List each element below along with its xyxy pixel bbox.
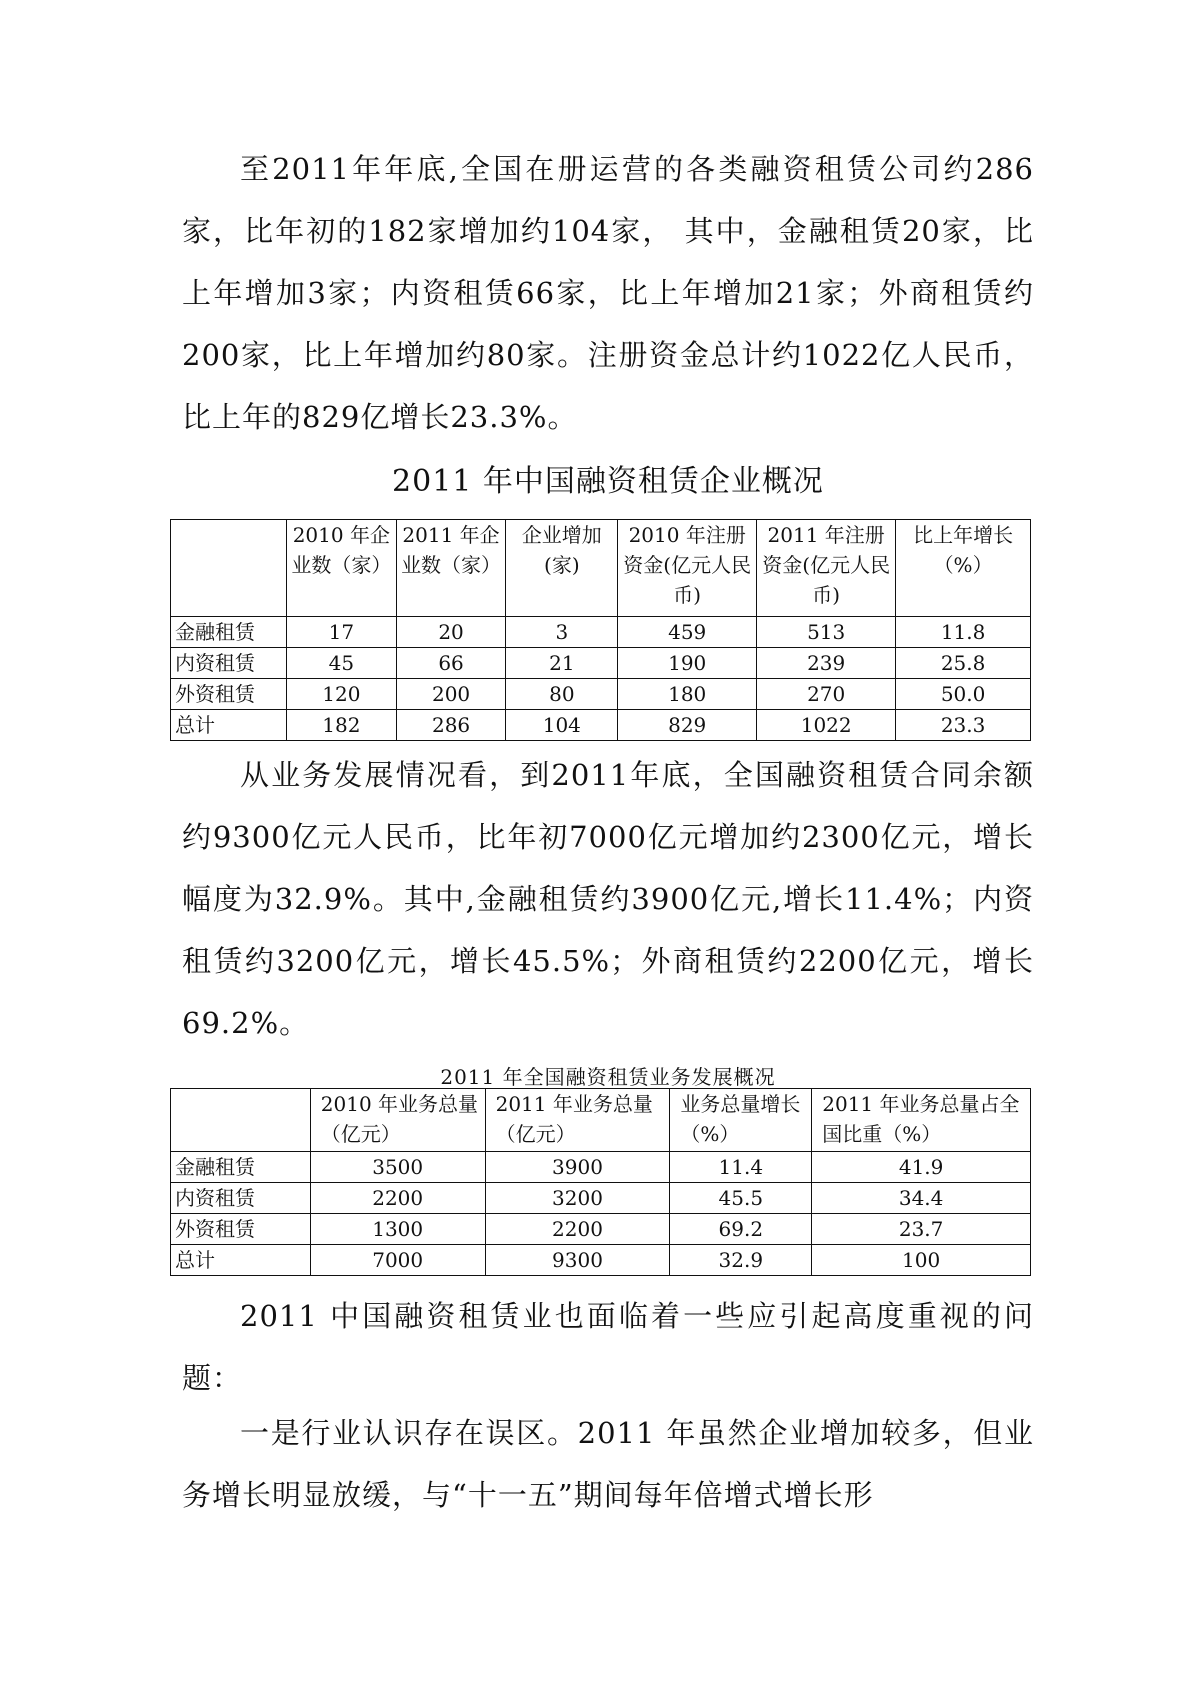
- row-label: 外资租赁: [171, 1214, 311, 1245]
- table-header-cell: 比上年增长（%）: [896, 520, 1031, 617]
- table-cell: 23.7: [812, 1214, 1031, 1245]
- paragraph-issues-intro: 2011 中国融资租赁业也面临着一些应引起高度重视的问题：: [182, 1299, 1034, 1395]
- table-cell: 7000: [310, 1245, 485, 1276]
- table-cell: 120: [286, 679, 396, 710]
- table-cell: 45: [286, 648, 396, 679]
- table-cell: 829: [618, 710, 757, 741]
- row-label: 外资租赁: [171, 679, 287, 710]
- table-cell: 80: [506, 679, 618, 710]
- table-cell: 190: [618, 648, 757, 679]
- table-cell: 9300: [485, 1245, 670, 1276]
- table-header-cell: [171, 520, 287, 617]
- table-cell: 45.5: [670, 1183, 812, 1214]
- table-cell: 17: [286, 617, 396, 648]
- table-row: [171, 1214, 1031, 1245]
- table-cell: 21: [506, 648, 618, 679]
- table-cell: 50.0: [896, 679, 1031, 710]
- table-row: [171, 648, 1031, 679]
- business-overview-table: [170, 1088, 1031, 1276]
- table-cell: 25.8: [896, 648, 1031, 679]
- row-label: 金融租赁: [171, 1152, 311, 1183]
- table-header-row: [171, 1089, 1031, 1152]
- table-cell: 3200: [485, 1183, 670, 1214]
- table-header-cell: 2011 年业务总量（亿元）: [485, 1089, 670, 1152]
- paragraph-issue-one: 一是行业认识存在误区。2011 年虽然企业增加较多，但业务增长明显放缓，与“十一五”期间每年倍增式增长形: [182, 1416, 1034, 1512]
- table-cell: 270: [757, 679, 896, 710]
- table-header-cell: 企业增加(家): [506, 520, 618, 617]
- table-header-cell: 2010 年业务总量（亿元）: [310, 1089, 485, 1152]
- table-cell: 104: [506, 710, 618, 741]
- table-cell: 1300: [310, 1214, 485, 1245]
- table-cell: 3: [506, 617, 618, 648]
- table-cell: 11.8: [896, 617, 1031, 648]
- table-cell: 11.4: [670, 1152, 812, 1183]
- row-label: 总计: [171, 1245, 311, 1276]
- table-cell: 239: [757, 648, 896, 679]
- table-cell: 3500: [310, 1152, 485, 1183]
- table1-title: 2011 年中国融资租赁企业概况: [392, 464, 824, 499]
- enterprise-overview-table: [170, 519, 1031, 741]
- table-header-cell: [171, 1089, 311, 1152]
- table-cell: 2200: [485, 1214, 670, 1245]
- table-header-cell: 2011 年业务总量占全国比重（%）: [812, 1089, 1031, 1152]
- row-label: 内资租赁: [171, 648, 287, 679]
- table-header-cell: 2010 年企业数（家）: [286, 520, 396, 617]
- table-row: [171, 1152, 1031, 1183]
- table-header-row: [171, 520, 1031, 617]
- table-cell: 34.4: [812, 1183, 1031, 1214]
- table-row: [171, 1245, 1031, 1276]
- table-row: [171, 1183, 1031, 1214]
- table-header-cell: 2010 年注册资金(亿元人民币): [618, 520, 757, 617]
- table-cell: 41.9: [812, 1152, 1031, 1183]
- table-cell: 66: [396, 648, 506, 679]
- table-cell: 459: [618, 617, 757, 648]
- table-cell: 180: [618, 679, 757, 710]
- table-cell: 23.3: [896, 710, 1031, 741]
- table-cell: 200: [396, 679, 506, 710]
- table-row: [171, 710, 1031, 741]
- table2-title: 2011 年全国融资租赁业务发展概况: [440, 1065, 776, 1089]
- table-cell: 1022: [757, 710, 896, 741]
- row-label: 总计: [171, 710, 287, 741]
- table-cell: 182: [286, 710, 396, 741]
- table-cell: 3900: [485, 1152, 670, 1183]
- paragraph-company-count: 至2011年年底,全国在册运营的各类融资租赁公司约286家，比年初的182家增加约104家， 其中，金融租赁20家，比上年增加3家；内资租赁66家，比上年增加21家；外商租赁约200家，比上年增加约80家。注册资金总计约1022亿人民币，比上年的829亿增长23.3%。: [182, 152, 1034, 434]
- table-cell: 32.9: [670, 1245, 812, 1276]
- table-row: [171, 617, 1031, 648]
- paragraph-business-development: 从业务发展情况看，到2011年底，全国融资租赁合同余额约9300亿元人民币，比年初7000亿元增加约2300亿元，增长幅度为32.9%。其中,金融租赁约3900亿元,增长11.4%；内资租赁约3200亿元，增长45.5%；外商租赁约2200亿元，增长69.2%。: [182, 758, 1034, 1040]
- table-header-cell: 2011 年企业数（家）: [396, 520, 506, 617]
- table-cell: 100: [812, 1245, 1031, 1276]
- table-row: [171, 679, 1031, 710]
- row-label: 金融租赁: [171, 617, 287, 648]
- table-cell: 286: [396, 710, 506, 741]
- table-cell: 20: [396, 617, 506, 648]
- table-header-cell: 业务总量增长（%）: [670, 1089, 812, 1152]
- table-header-cell: 2011 年注册资金(亿元人民币): [757, 520, 896, 617]
- table-cell: 2200: [310, 1183, 485, 1214]
- row-label: 内资租赁: [171, 1183, 311, 1214]
- table-cell: 513: [757, 617, 896, 648]
- table-cell: 69.2: [670, 1214, 812, 1245]
